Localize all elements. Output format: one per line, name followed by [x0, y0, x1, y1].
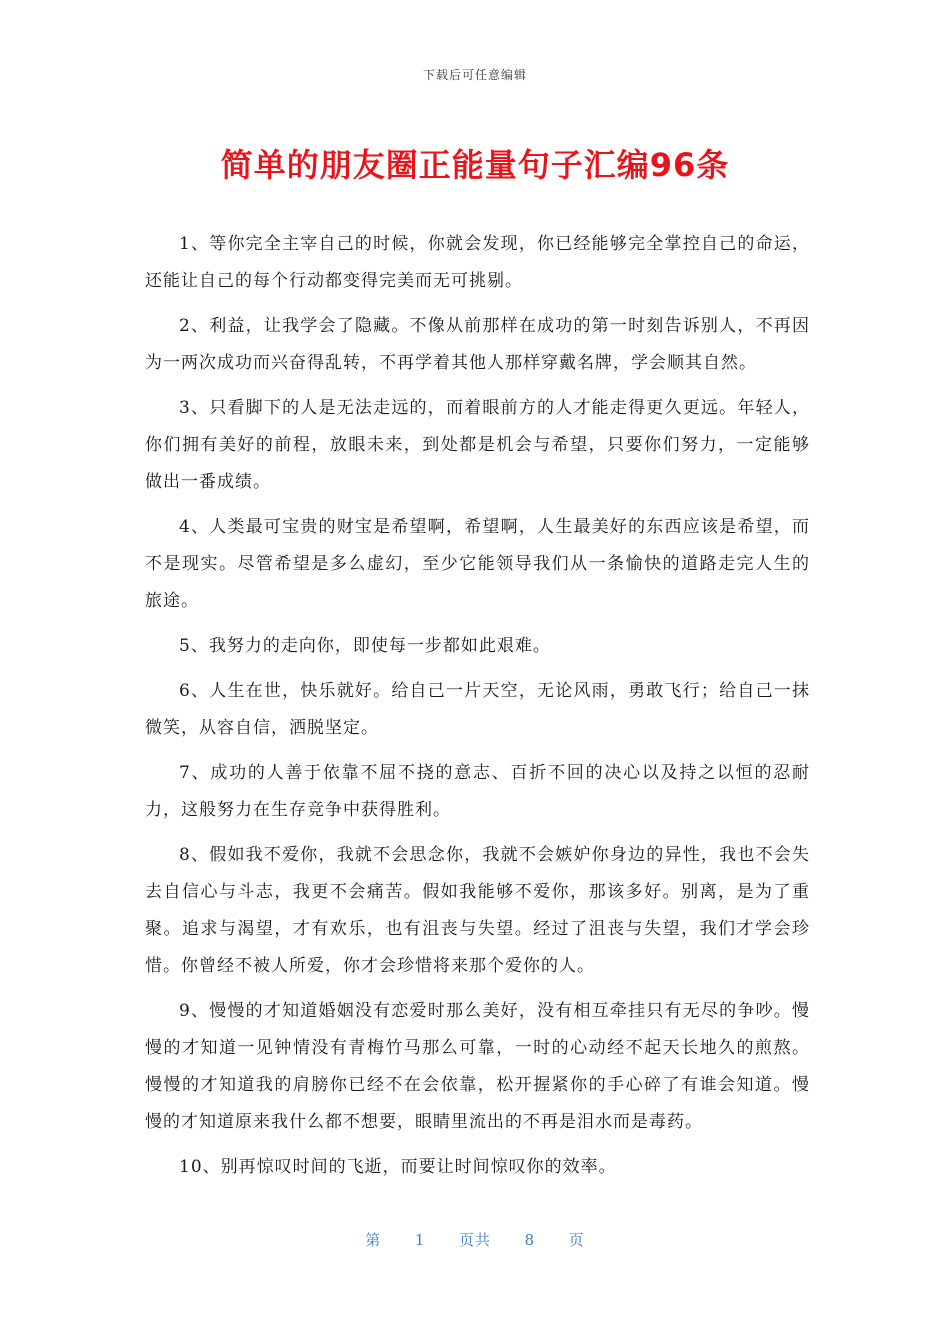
paragraph-9: 9、慢慢的才知道婚姻没有恋爱时那么美好，没有相互牵挂只有无尽的争吵。慢慢的才知道一见钟情没有青梅竹马那么可靠，一时的心动经不起天长地久的煎熬。慢慢的才知道我的肩膀你已经不在会依靠，松开握紧你的手心碎了有谁会知道。慢慢的才知道原来我什么都不想要，眼睛里流出的不再是泪水而是毒药。	[145, 1001, 810, 1132]
footer-current-page: 1	[414, 1231, 426, 1249]
page-header-note: 下载后可任意编辑	[422, 68, 527, 82]
paragraph-8: 8、假如我不爱你，我就不会思念你，我就不会嫉妒你身边的异性，我也不会失去自信心与斗志，我更不会痛苦。假如我能够不爱你，那该多好。别离，是为了重聚。追求与渴望，才有欢乐，也有沮丧与失望。经过了沮丧与失望，我们才学会珍惜。你曾经不被人所爱，你才会珍惜将来那个爱你的人。	[145, 845, 810, 976]
paragraph-10: 10、别再惊叹时间的飞逝，而要让时间惊叹你的效率。	[179, 1157, 617, 1177]
paragraph-5: 5、我努力的走向你，即使每一步都如此艰难。	[179, 636, 551, 656]
page-footer	[0, 1229, 950, 1250]
paragraph-4: 4、人类最可宝贵的财宝是希望啊，希望啊，人生最美好的东西应该是希望，而不是现实。尽管希望是多么虚幻，至少它能领导我们从一条愉快的道路走完人生的旅途。	[145, 517, 810, 611]
paragraph-6: 6、人生在世，快乐就好。给自己一片天空，无论风雨，勇敢飞行；给自己一抹微笑，从容自信，洒脱坚定。	[145, 681, 810, 738]
footer-total-pages: 8	[524, 1231, 536, 1249]
paragraph-7: 7、成功的人善于依靠不屈不挠的意志、百折不回的决心以及持之以恒的忍耐力，这般努力在生存竞争中获得胜利。	[145, 763, 810, 820]
paragraph-3: 3、只看脚下的人是无法走远的，而着眼前方的人才能走得更久更远。年轻人，你们拥有美好的前程，放眼未来，到处都是机会与希望，只要你们努力，一定能够做出一番成绩。	[145, 398, 810, 492]
footer-suffix: 页	[568, 1231, 585, 1249]
document-title: 简单的朋友圈正能量句子汇编96条	[220, 146, 730, 184]
footer-prefix: 第	[365, 1231, 382, 1249]
paragraph-1: 1、等你完全主宰自己的时候，你就会发现，你已经能够完全掌控自己的命运，还能让自己的每个行动都变得完美而无可挑剔。	[145, 234, 810, 291]
paragraph-2: 2、利益，让我学会了隐藏。不像从前那样在成功的第一时刻告诉别人，不再因为一两次成功而兴奋得乱转，不再学着其他人那样穿戴名牌，学会顺其自然。	[145, 316, 810, 373]
footer-middle: 页共	[458, 1231, 491, 1249]
document-body	[145, 226, 810, 1194]
